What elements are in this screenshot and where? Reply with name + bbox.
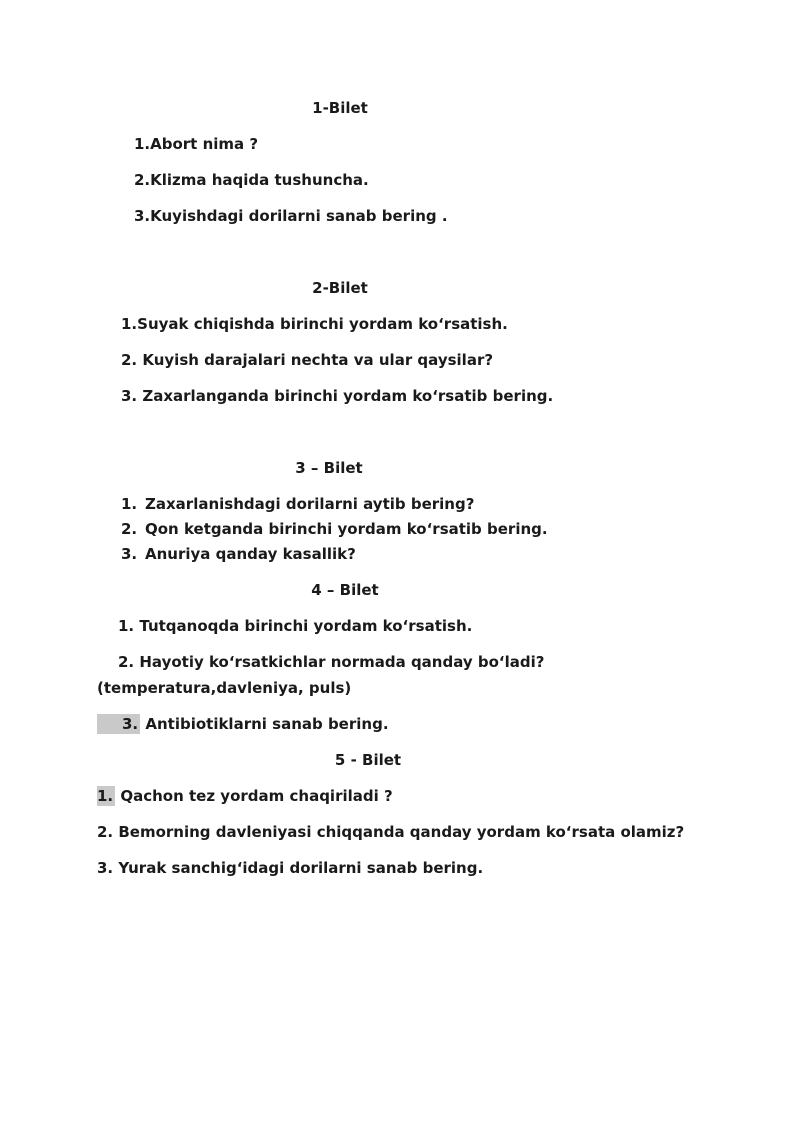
bilet-5-question-3: 3. Yurak sanchig‘idagi dorilarni sanab bering. — [97, 859, 484, 877]
bilet-3-title: 3 – Bilet — [295, 459, 363, 477]
bilet-3-item-1 — [121, 494, 474, 514]
bilet-2-question-2: 2. Kuyish darajalari nechta va ular qaysilar? — [121, 351, 494, 369]
bilet-2-question-1: 1.Suyak chiqishda birinchi yordam ko‘rsatish. — [121, 315, 508, 333]
bilet-4-question-1: 1. Tutqanoqda birinchi yordam ko‘rsatish. — [118, 617, 473, 635]
list-text: Zaxarlanishdagi dorilarni aytib bering? — [145, 495, 475, 513]
highlighted-number: 3. — [97, 714, 140, 734]
list-text: Anuriya qanday kasallik? — [145, 545, 356, 563]
bilet-2-title: 2-Bilet — [312, 279, 368, 297]
bilet-4-question-3 — [97, 714, 389, 734]
bilet-3-item-2 — [121, 519, 548, 539]
bilet-2-question-3: 3. Zaxarlanganda birinchi yordam ko‘rsatib bering. — [121, 387, 554, 405]
question-text: Antibiotiklarni sanab bering. — [140, 715, 389, 733]
list-number: 1. — [121, 495, 138, 513]
bilet-4-title: 4 – Bilet — [311, 581, 379, 599]
question-text: Qachon tez yordam chaqiriladi ? — [115, 787, 393, 805]
list-number: 2. — [121, 520, 138, 538]
bilet-1-question-1: 1.Abort nima ? — [134, 135, 259, 153]
highlighted-number: 1. — [97, 787, 114, 805]
bilet-5-question-2: 2. Bemorning davleniyasi chiqqanda qanday yordam ko‘rsata olamiz? — [97, 823, 685, 841]
bilet-4-question-2-continuation: (temperatura,davleniya, puls) — [97, 679, 352, 697]
bilet-5-title: 5 - Bilet — [334, 751, 402, 769]
bilet-5-question-1 — [97, 786, 393, 806]
bilet-4-question-2: 2. Hayotiy ko‘rsatkichlar normada qanday bo‘ladi? — [118, 653, 545, 671]
bilet-3-item-3 — [121, 544, 356, 564]
list-number: 3. — [121, 545, 138, 563]
list-text: Qon ketganda birinchi yordam ko‘rsatib bering. — [145, 520, 548, 538]
bilet-1-title: 1-Bilet — [312, 99, 368, 117]
bilet-1-question-3: 3.Kuyishdagi dorilarni sanab bering . — [134, 207, 448, 225]
bilet-1-question-2: 2.Klizma haqida tushuncha. — [134, 171, 369, 189]
